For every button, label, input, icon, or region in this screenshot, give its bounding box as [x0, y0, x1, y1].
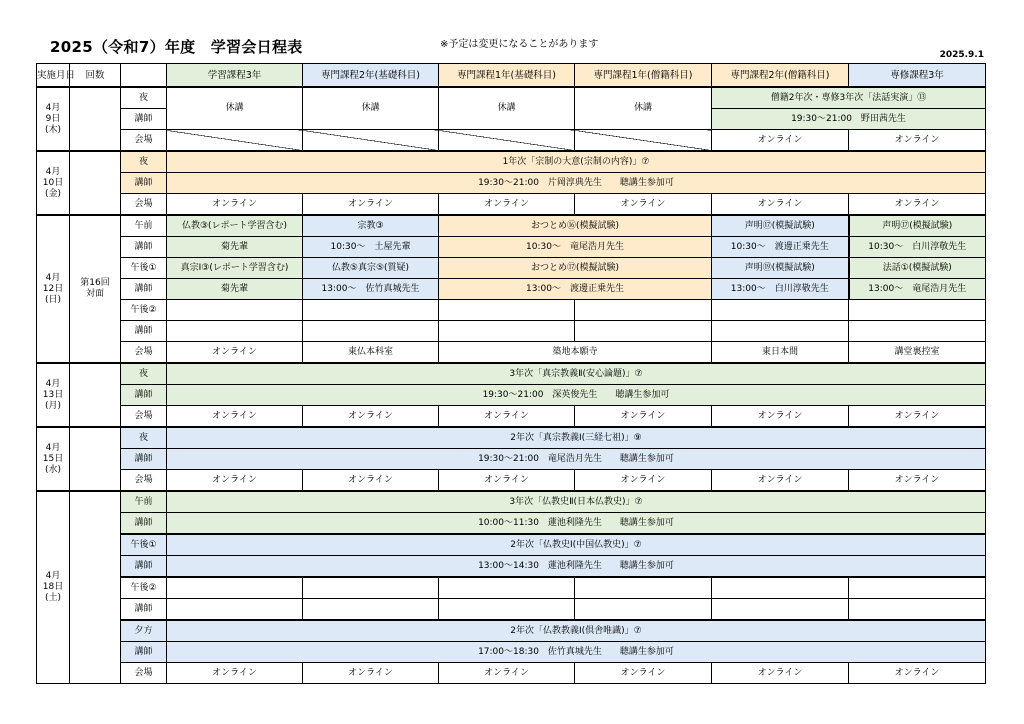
- d3-pm2-t-c4: [575, 321, 712, 342]
- col-header-c6: 専修課程3年: [849, 64, 986, 88]
- revision-date: 2025.9.1: [939, 50, 984, 60]
- d3-am-t-c34: 10:30～ 竜尾浩月先生: [439, 237, 712, 258]
- count-cell-0412: 第16回 対面: [70, 215, 121, 363]
- d2-class-teacher: 19:30～21:00 片岡淳典先生 聴講生参加可: [167, 173, 986, 194]
- d4-class-teacher: 19:30～21:00 深英俊先生 聴講生参加可: [167, 385, 986, 406]
- d6-pm2-t-c6: [849, 599, 986, 621]
- d2-venue-c5: オンライン: [712, 194, 849, 216]
- d3-am-c34: おつとめ⑯(模擬試験): [439, 215, 712, 237]
- row-label-night: 夜: [121, 363, 167, 385]
- d6-venue-c2: オンライン: [303, 663, 439, 684]
- d3-pm2-c3: [439, 300, 575, 321]
- row-label-afternoon2: 午後②: [121, 577, 167, 599]
- d6-pm2-c2: [303, 577, 439, 599]
- d5-venue-c6: オンライン: [849, 470, 986, 492]
- d2-venue-c6: オンライン: [849, 194, 986, 216]
- d4-class-title: 3年次「真宗教義Ⅱ(安心論題)」⑦: [167, 363, 986, 385]
- d3-venue-c2: 東仏本科室: [303, 342, 439, 364]
- row-label-venue: 会場: [121, 406, 167, 428]
- col-header-date: 実施月日: [37, 64, 70, 88]
- d5-venue-c4: オンライン: [575, 470, 712, 492]
- d4-venue-c4: オンライン: [575, 406, 712, 428]
- kyuko-c1: 休講: [167, 87, 303, 130]
- d3-pm-c34: おつとめ⑰(模擬試験): [439, 258, 712, 279]
- d5-class-title: 2年次「真宗教義Ⅰ(三経七祖)」⑨: [167, 427, 986, 449]
- d3-pm2-c4: [575, 300, 712, 321]
- d3-pm2-c1: [167, 300, 303, 321]
- d3-pm2-c6: [849, 300, 986, 321]
- d5-class-teacher: 19:30～21:00 竜尾浩月先生 聴講生参加可: [167, 449, 986, 470]
- d3-venue-c5: 東日本間: [712, 342, 849, 364]
- d4-venue-c6: オンライン: [849, 406, 986, 428]
- kyuko-c3: 休講: [439, 87, 575, 130]
- d2-venue-c2: オンライン: [303, 194, 439, 216]
- count-cell-0409: [70, 87, 121, 151]
- d6-am-title: 3年次「仏教史Ⅱ(日本仏教史)」⑦: [167, 491, 986, 513]
- kyuko-c4: 休講: [575, 87, 712, 130]
- d6-pm2-t-c1: [167, 599, 303, 621]
- d1-venue-c6: オンライン: [849, 130, 986, 152]
- col-header-c4: 専門課程1年(僧籍科目): [575, 64, 712, 88]
- d1-class-teacher: 19:30～21:00 野田茜先生: [712, 109, 986, 130]
- row-label-night: 夜: [121, 151, 167, 173]
- d4-venue-c5: オンライン: [712, 406, 849, 428]
- row-label-venue: 会場: [121, 663, 167, 684]
- d6-pm-title: 2年次「仏教史Ⅰ(中国仏教史)」⑦: [167, 534, 986, 556]
- d3-pm2-t-c1: [167, 321, 303, 342]
- col-header-c1: 学習課程3年: [167, 64, 303, 88]
- d6-pm2-t-c5: [712, 599, 849, 621]
- row-label-evening: 夕方: [121, 620, 167, 642]
- d2-class-title: 1年次「宗制の大意(宗制の内容)」⑦: [167, 151, 986, 173]
- row-label-teacher: 講師: [121, 173, 167, 194]
- day-cell-0413: 4月 13日 (月): [37, 363, 70, 427]
- row-label-teacher: 講師: [121, 109, 167, 130]
- d2-venue-c1: オンライン: [167, 194, 303, 216]
- row-label-teacher: 講師: [121, 279, 167, 300]
- row-label-morning: 午前: [121, 215, 167, 237]
- row-label-teacher: 講師: [121, 556, 167, 578]
- d3-pm2-t-c3: [439, 321, 575, 342]
- col-header-c2: 専門課程2年(基礎科目): [303, 64, 439, 88]
- d6-venue-c1: オンライン: [167, 663, 303, 684]
- row-label-night: 夜: [121, 427, 167, 449]
- d3-venue-c6: 講堂裏控室: [849, 342, 986, 364]
- d3-pm-c2: 仏教⑤真宗⑤(質疑): [303, 258, 439, 279]
- row-label-venue: 会場: [121, 470, 167, 492]
- d1-venue-c1-none: [167, 130, 303, 152]
- row-label-venue: 会場: [121, 342, 167, 364]
- d6-venue-c3: オンライン: [439, 663, 575, 684]
- d3-am-c2: 宗教③: [303, 215, 439, 237]
- d4-venue-c2: オンライン: [303, 406, 439, 428]
- row-label-teacher: 講師: [121, 385, 167, 406]
- d6-ev-title: 2年次「仏教教義Ⅰ(倶舎唯識)」⑦: [167, 620, 986, 642]
- col-header-c3: 専門課程1年(基礎科目): [439, 64, 575, 88]
- d6-pm2-c6: [849, 577, 986, 599]
- change-notice: ※予定は変更になることがあります: [440, 39, 599, 50]
- d6-pm2-c5: [712, 577, 849, 599]
- row-label-afternoon1: 午後①: [121, 258, 167, 279]
- d2-venue-c4: オンライン: [575, 194, 712, 216]
- count-cell-0410: [70, 151, 121, 215]
- d6-pm2-c1: [167, 577, 303, 599]
- row-label-venue: 会場: [121, 194, 167, 216]
- row-label-teacher: 講師: [121, 449, 167, 470]
- d6-pm2-c4: [575, 577, 712, 599]
- d4-venue-c1: オンライン: [167, 406, 303, 428]
- d3-pm-t-c6: 13:00～ 竜尾浩月先生: [849, 279, 986, 300]
- d3-am-t-c2: 10:30～ 土屋先輩: [303, 237, 439, 258]
- d3-pm-t-c34: 13:00～ 渡邊正乗先生: [439, 279, 712, 300]
- row-label-afternoon2: 午後②: [121, 300, 167, 321]
- page-title: 2025（令和7）年度 学習会日程表: [50, 38, 303, 56]
- d3-am-c1: 仏教③(レポート学習含む): [167, 215, 303, 237]
- count-cell-0415: [70, 427, 121, 491]
- d3-am-t-c5: 10:30～ 渡邊正乗先生: [712, 237, 849, 258]
- d3-pm-t-c2: 13:00～ 佐竹真城先生: [303, 279, 439, 300]
- d1-venue-c4-none: [575, 130, 712, 152]
- day-cell-0415: 4月 15日 (水): [37, 427, 70, 491]
- d3-am-t-c6: 10:30～ 白川淳敬先生: [849, 237, 986, 258]
- d3-pm-c6: 法話①(模擬試験): [849, 258, 986, 279]
- d1-class-title: 僧籍2年次・専修3年次「法話実演」⑬: [712, 87, 986, 109]
- d3-pm2-t-c5: [712, 321, 849, 342]
- d3-pm-c1: 真宗Ⅰ③(レポート学習含む): [167, 258, 303, 279]
- d6-venue-c5: オンライン: [712, 663, 849, 684]
- d3-am-t-c1: 菊先輩: [167, 237, 303, 258]
- day-cell-0412: 4月 12日 (日): [37, 215, 70, 363]
- row-label-venue: 会場: [121, 130, 167, 152]
- d5-venue-c5: オンライン: [712, 470, 849, 492]
- d6-am-teacher: 10:00～11:30 蓮池利隆先生 聴講生参加可: [167, 513, 986, 535]
- d3-pm2-t-c6: [849, 321, 986, 342]
- row-label-teacher: 講師: [121, 513, 167, 535]
- d4-venue-c3: オンライン: [439, 406, 575, 428]
- kyuko-c2: 休講: [303, 87, 439, 130]
- d6-venue-c6: オンライン: [849, 663, 986, 684]
- d3-venue-c1: オンライン: [167, 342, 303, 364]
- header-row: [37, 64, 986, 88]
- d3-venue-c34: 築地本願寺: [439, 342, 712, 364]
- day-cell-0410: 4月 10日 (金): [37, 151, 70, 215]
- d1-venue-c2-none: [303, 130, 439, 152]
- d3-pm-c5: 声明⑲(模擬試験): [712, 258, 849, 279]
- col-header-c5: 専門課程2年(僧籍科目): [712, 64, 849, 88]
- d6-pm2-c3: [439, 577, 575, 599]
- row-label-night: 夜: [121, 87, 167, 109]
- d3-am-c6: 声明⑰(模擬試験): [849, 215, 986, 237]
- col-header-count: 回数: [70, 64, 121, 88]
- row-label-teacher: 講師: [121, 599, 167, 621]
- d3-pm-t-c5: 13:00～ 白川淳敬先生: [712, 279, 849, 300]
- row-label-teacher: 講師: [121, 237, 167, 258]
- d1-venue-c5: オンライン: [712, 130, 849, 152]
- d5-venue-c1: オンライン: [167, 470, 303, 492]
- row-label-morning: 午前: [121, 491, 167, 513]
- d6-pm-teacher: 13:00～14:30 蓮池利隆先生 聴講生参加可: [167, 556, 986, 578]
- d3-pm2-c5: [712, 300, 849, 321]
- d6-pm2-t-c4: [575, 599, 712, 621]
- d1-venue-c3-none: [439, 130, 575, 152]
- d6-pm2-t-c3: [439, 599, 575, 621]
- d3-pm2-c2: [303, 300, 439, 321]
- row-label-teacher: 講師: [121, 642, 167, 663]
- count-cell-0413: [70, 363, 121, 427]
- d3-pm-t-c1: 菊先輩: [167, 279, 303, 300]
- row-label-teacher: 講師: [121, 321, 167, 342]
- d5-venue-c2: オンライン: [303, 470, 439, 492]
- day-cell-0418: 4月 18日 (土): [37, 491, 70, 684]
- day-cell-0409: 4月 9日 (木): [37, 87, 70, 151]
- d3-am-c5: 声明⑰(模擬試験): [712, 215, 849, 237]
- d6-pm2-t-c2: [303, 599, 439, 621]
- d6-ev-teacher: 17:00～18:30 佐竹真城先生 聴講生参加可: [167, 642, 986, 663]
- d3-pm2-t-c2: [303, 321, 439, 342]
- d2-venue-c3: オンライン: [439, 194, 575, 216]
- d6-venue-c4: オンライン: [575, 663, 712, 684]
- col-header-label: [121, 64, 167, 88]
- row-label-afternoon1: 午後①: [121, 534, 167, 556]
- count-cell-0418: [70, 491, 121, 684]
- d5-venue-c3: オンライン: [439, 470, 575, 492]
- schedule-table: [36, 63, 986, 684]
